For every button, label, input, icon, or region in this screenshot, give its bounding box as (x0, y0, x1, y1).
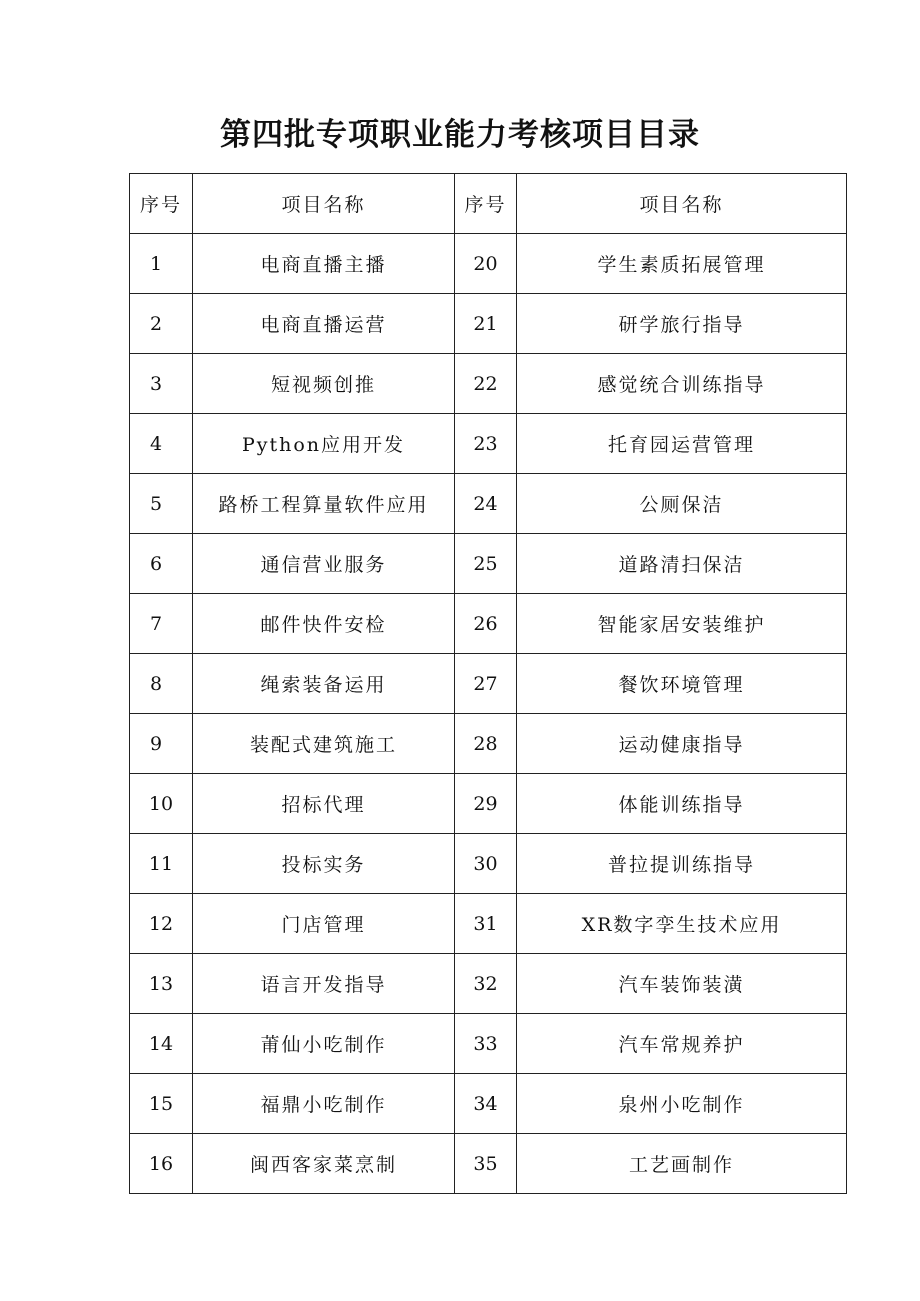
cell-project-name-left: 福鼎小吃制作 (193, 1074, 455, 1134)
table-row (130, 1074, 847, 1134)
cell-project-name-right: 工艺画制作 (517, 1134, 847, 1194)
cell-project-name-right: 汽车常规养护 (517, 1014, 847, 1074)
cell-project-name-left: 莆仙小吃制作 (193, 1014, 455, 1074)
cell-serial-right: 35 (455, 1134, 517, 1194)
cell-serial-right: 31 (455, 894, 517, 954)
cell-serial-left: 9 (130, 714, 193, 774)
cell-project-name-right: 感觉统合训练指导 (517, 354, 847, 414)
cell-project-name-left: 门店管理 (193, 894, 455, 954)
header-serial-right: 序号 (455, 174, 517, 234)
cell-project-name-left: 绳索装备运用 (193, 654, 455, 714)
table-row (130, 1134, 847, 1194)
cell-serial-left: 3 (130, 354, 193, 414)
table-row (130, 774, 847, 834)
cell-project-name-left: Python应用开发 (193, 414, 455, 474)
cell-project-name-left: 招标代理 (193, 774, 455, 834)
cell-serial-left: 11 (130, 834, 193, 894)
table-header-row (130, 174, 847, 234)
cell-serial-right: 32 (455, 954, 517, 1014)
page-title: 第四批专项职业能力考核项目目录 (220, 117, 700, 153)
cell-project-name-left: 路桥工程算量软件应用 (193, 474, 455, 534)
table-body (130, 234, 847, 1194)
cell-serial-left: 8 (130, 654, 193, 714)
table-row (130, 1014, 847, 1074)
cell-serial-right: 30 (455, 834, 517, 894)
cell-project-name-right: 研学旅行指导 (517, 294, 847, 354)
table-row (130, 834, 847, 894)
cell-serial-right: 23 (455, 414, 517, 474)
cell-serial-left: 7 (130, 594, 193, 654)
cell-project-name-left: 通信营业服务 (193, 534, 455, 594)
table-row (130, 954, 847, 1014)
cell-project-name-right: 餐饮环境管理 (517, 654, 847, 714)
cell-project-name-right: 体能训练指导 (517, 774, 847, 834)
cell-project-name-right: 学生素质拓展管理 (517, 234, 847, 294)
cell-serial-right: 33 (455, 1014, 517, 1074)
cell-project-name-right: 智能家居安装维护 (517, 594, 847, 654)
cell-project-name-right: 汽车装饰装潢 (517, 954, 847, 1014)
cell-serial-right: 28 (455, 714, 517, 774)
header-project-name-right: 项目名称 (517, 174, 847, 234)
table-row (130, 234, 847, 294)
cell-project-name-right: XR数字孪生技术应用 (517, 894, 847, 954)
cell-serial-left: 1 (130, 234, 193, 294)
cell-serial-right: 26 (455, 594, 517, 654)
cell-project-name-left: 电商直播运营 (193, 294, 455, 354)
header-project-name-left: 项目名称 (193, 174, 455, 234)
cell-serial-left: 6 (130, 534, 193, 594)
cell-serial-left: 16 (130, 1134, 193, 1194)
cell-serial-right: 25 (455, 534, 517, 594)
cell-serial-right: 21 (455, 294, 517, 354)
cell-serial-left: 2 (130, 294, 193, 354)
catalog-table (129, 173, 847, 1194)
cell-serial-left: 14 (130, 1014, 193, 1074)
cell-project-name-left: 闽西客家菜烹制 (193, 1134, 455, 1194)
cell-project-name-right: 托育园运营管理 (517, 414, 847, 474)
cell-serial-left: 15 (130, 1074, 193, 1134)
cell-project-name-left: 语言开发指导 (193, 954, 455, 1014)
cell-serial-left: 13 (130, 954, 193, 1014)
cell-serial-left: 10 (130, 774, 193, 834)
table-row (130, 534, 847, 594)
cell-project-name-right: 泉州小吃制作 (517, 1074, 847, 1134)
cell-project-name-right: 道路清扫保洁 (517, 534, 847, 594)
cell-project-name-right: 公厕保洁 (517, 474, 847, 534)
cell-project-name-left: 装配式建筑施工 (193, 714, 455, 774)
cell-serial-right: 27 (455, 654, 517, 714)
cell-project-name-right: 普拉提训练指导 (517, 834, 847, 894)
cell-project-name-left: 邮件快件安检 (193, 594, 455, 654)
table-row (130, 894, 847, 954)
cell-serial-right: 20 (455, 234, 517, 294)
table-row (130, 354, 847, 414)
table-row (130, 294, 847, 354)
cell-project-name-left: 投标实务 (193, 834, 455, 894)
cell-serial-right: 34 (455, 1074, 517, 1134)
table-row (130, 414, 847, 474)
cell-serial-right: 29 (455, 774, 517, 834)
table-row (130, 474, 847, 534)
cell-project-name-right: 运动健康指导 (517, 714, 847, 774)
cell-project-name-left: 短视频创推 (193, 354, 455, 414)
cell-serial-right: 22 (455, 354, 517, 414)
cell-serial-right: 24 (455, 474, 517, 534)
table-row (130, 714, 847, 774)
table-row (130, 594, 847, 654)
cell-serial-left: 12 (130, 894, 193, 954)
cell-project-name-left: 电商直播主播 (193, 234, 455, 294)
cell-serial-left: 4 (130, 414, 193, 474)
header-serial-left: 序号 (130, 174, 193, 234)
table-row (130, 654, 847, 714)
cell-serial-left: 5 (130, 474, 193, 534)
